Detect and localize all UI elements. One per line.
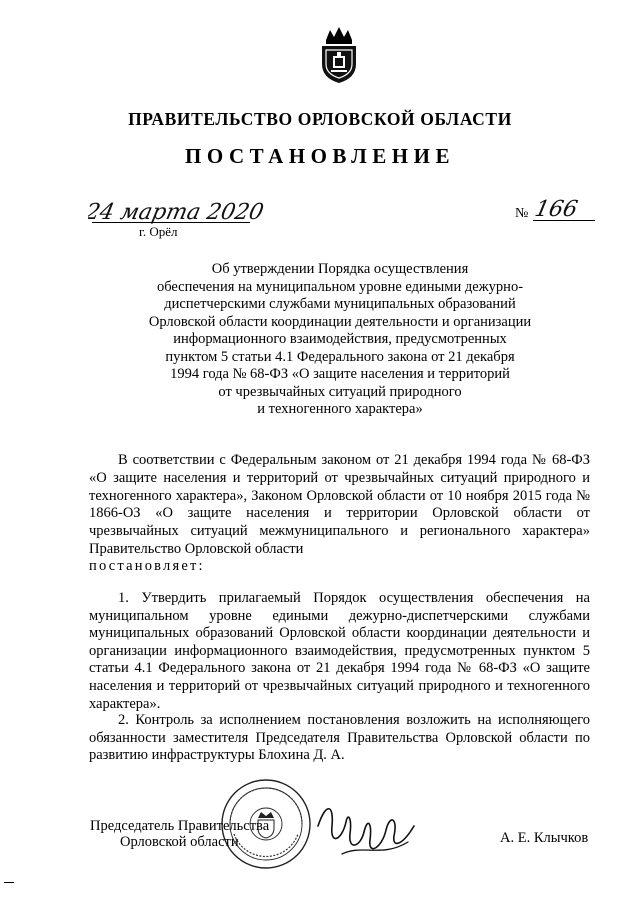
- document-type-title: ПОСТАНОВЛЕНИЕ: [185, 144, 455, 168]
- subject-line: и техногенного характера»: [257, 401, 423, 417]
- svg-text:24 марта 2020: 24 марта 2020: [88, 199, 266, 225]
- number-label: №: [515, 206, 529, 221]
- page-edge-mark: [4, 882, 14, 883]
- item-2-paragraph: 2. Контроль за исполнением постановления возложить на исполняющего обязанности заместителя Председателя Правительства Орловской области по развитию инфраструктуры Блохина Д. А.: [89, 712, 590, 764]
- svg-text:166: 166: [534, 196, 580, 222]
- subject-line: обеспечения на муниципальном уровне едиными дежурно-: [156, 278, 524, 295]
- subject-line: от чрезвычайных ситуаций природного: [218, 383, 462, 400]
- subject-line: диспетчерскими службами муниципальных образований: [164, 296, 516, 312]
- date-underline: [92, 222, 250, 223]
- handwritten-number: [534, 196, 594, 228]
- subject-line: пунктом 5 статьи 4.1 Федерального закона от 21 декабря: [165, 348, 515, 365]
- subject-line: Об утверждении Порядка осуществления: [211, 261, 469, 277]
- city-label: г. Орёл: [139, 224, 178, 239]
- number-underline: [533, 220, 595, 221]
- signatory-name: А. Е. Клычков: [500, 830, 589, 846]
- signatory-position-line1: Председатель Правительства: [90, 818, 270, 834]
- signatory-position-line2: Орловской области: [120, 834, 239, 850]
- document-subject: [120, 261, 560, 419]
- subject-line: информационного взаимодействия, предусмотренных: [173, 331, 507, 347]
- government-title: ПРАВИТЕЛЬСТВО ОРЛОВСКОЙ ОБЛАСТИ: [128, 109, 512, 129]
- item-1-paragraph: 1. Утвердить прилагаемый Порядок осуществления обеспечения на муниципальном уровне едиными дежурно-диспетчерскими службами муниципальных образований Орловской области координации деятельности и организации информационного взаимодействия, предусмотренных пунктом 5 статьи 4.1 Федерального закона от 21 декабря 1994 года № 68-ФЗ «О защите населения и территорий от чрезвычайных ситуаций природного и техногенного характера».: [89, 590, 590, 712]
- subject-line: 1994 года № 68-ФЗ «О защите населения и территорий: [170, 366, 510, 382]
- preamble-paragraph: В соответствии с Федеральным законом от 21 декабря 1994 года № 68-ФЗ «О защите населения и территорий от чрезвычайных ситуаций природного и техногенного характера», Законом Орловской области от 10 ноября 2015 года № 1866-ОЗ «О защите населения и территории Орловской области от чрезвычайных ситуаций межмуниципального и регионального характера» Правительство Орловской области: [89, 452, 590, 557]
- subject-line: Орловской области координации деятельности и организации: [148, 313, 532, 330]
- coat-of-arms-icon: [318, 26, 360, 84]
- decree-word: постановляет:: [89, 558, 205, 574]
- handwritten-signature-icon: [312, 796, 422, 866]
